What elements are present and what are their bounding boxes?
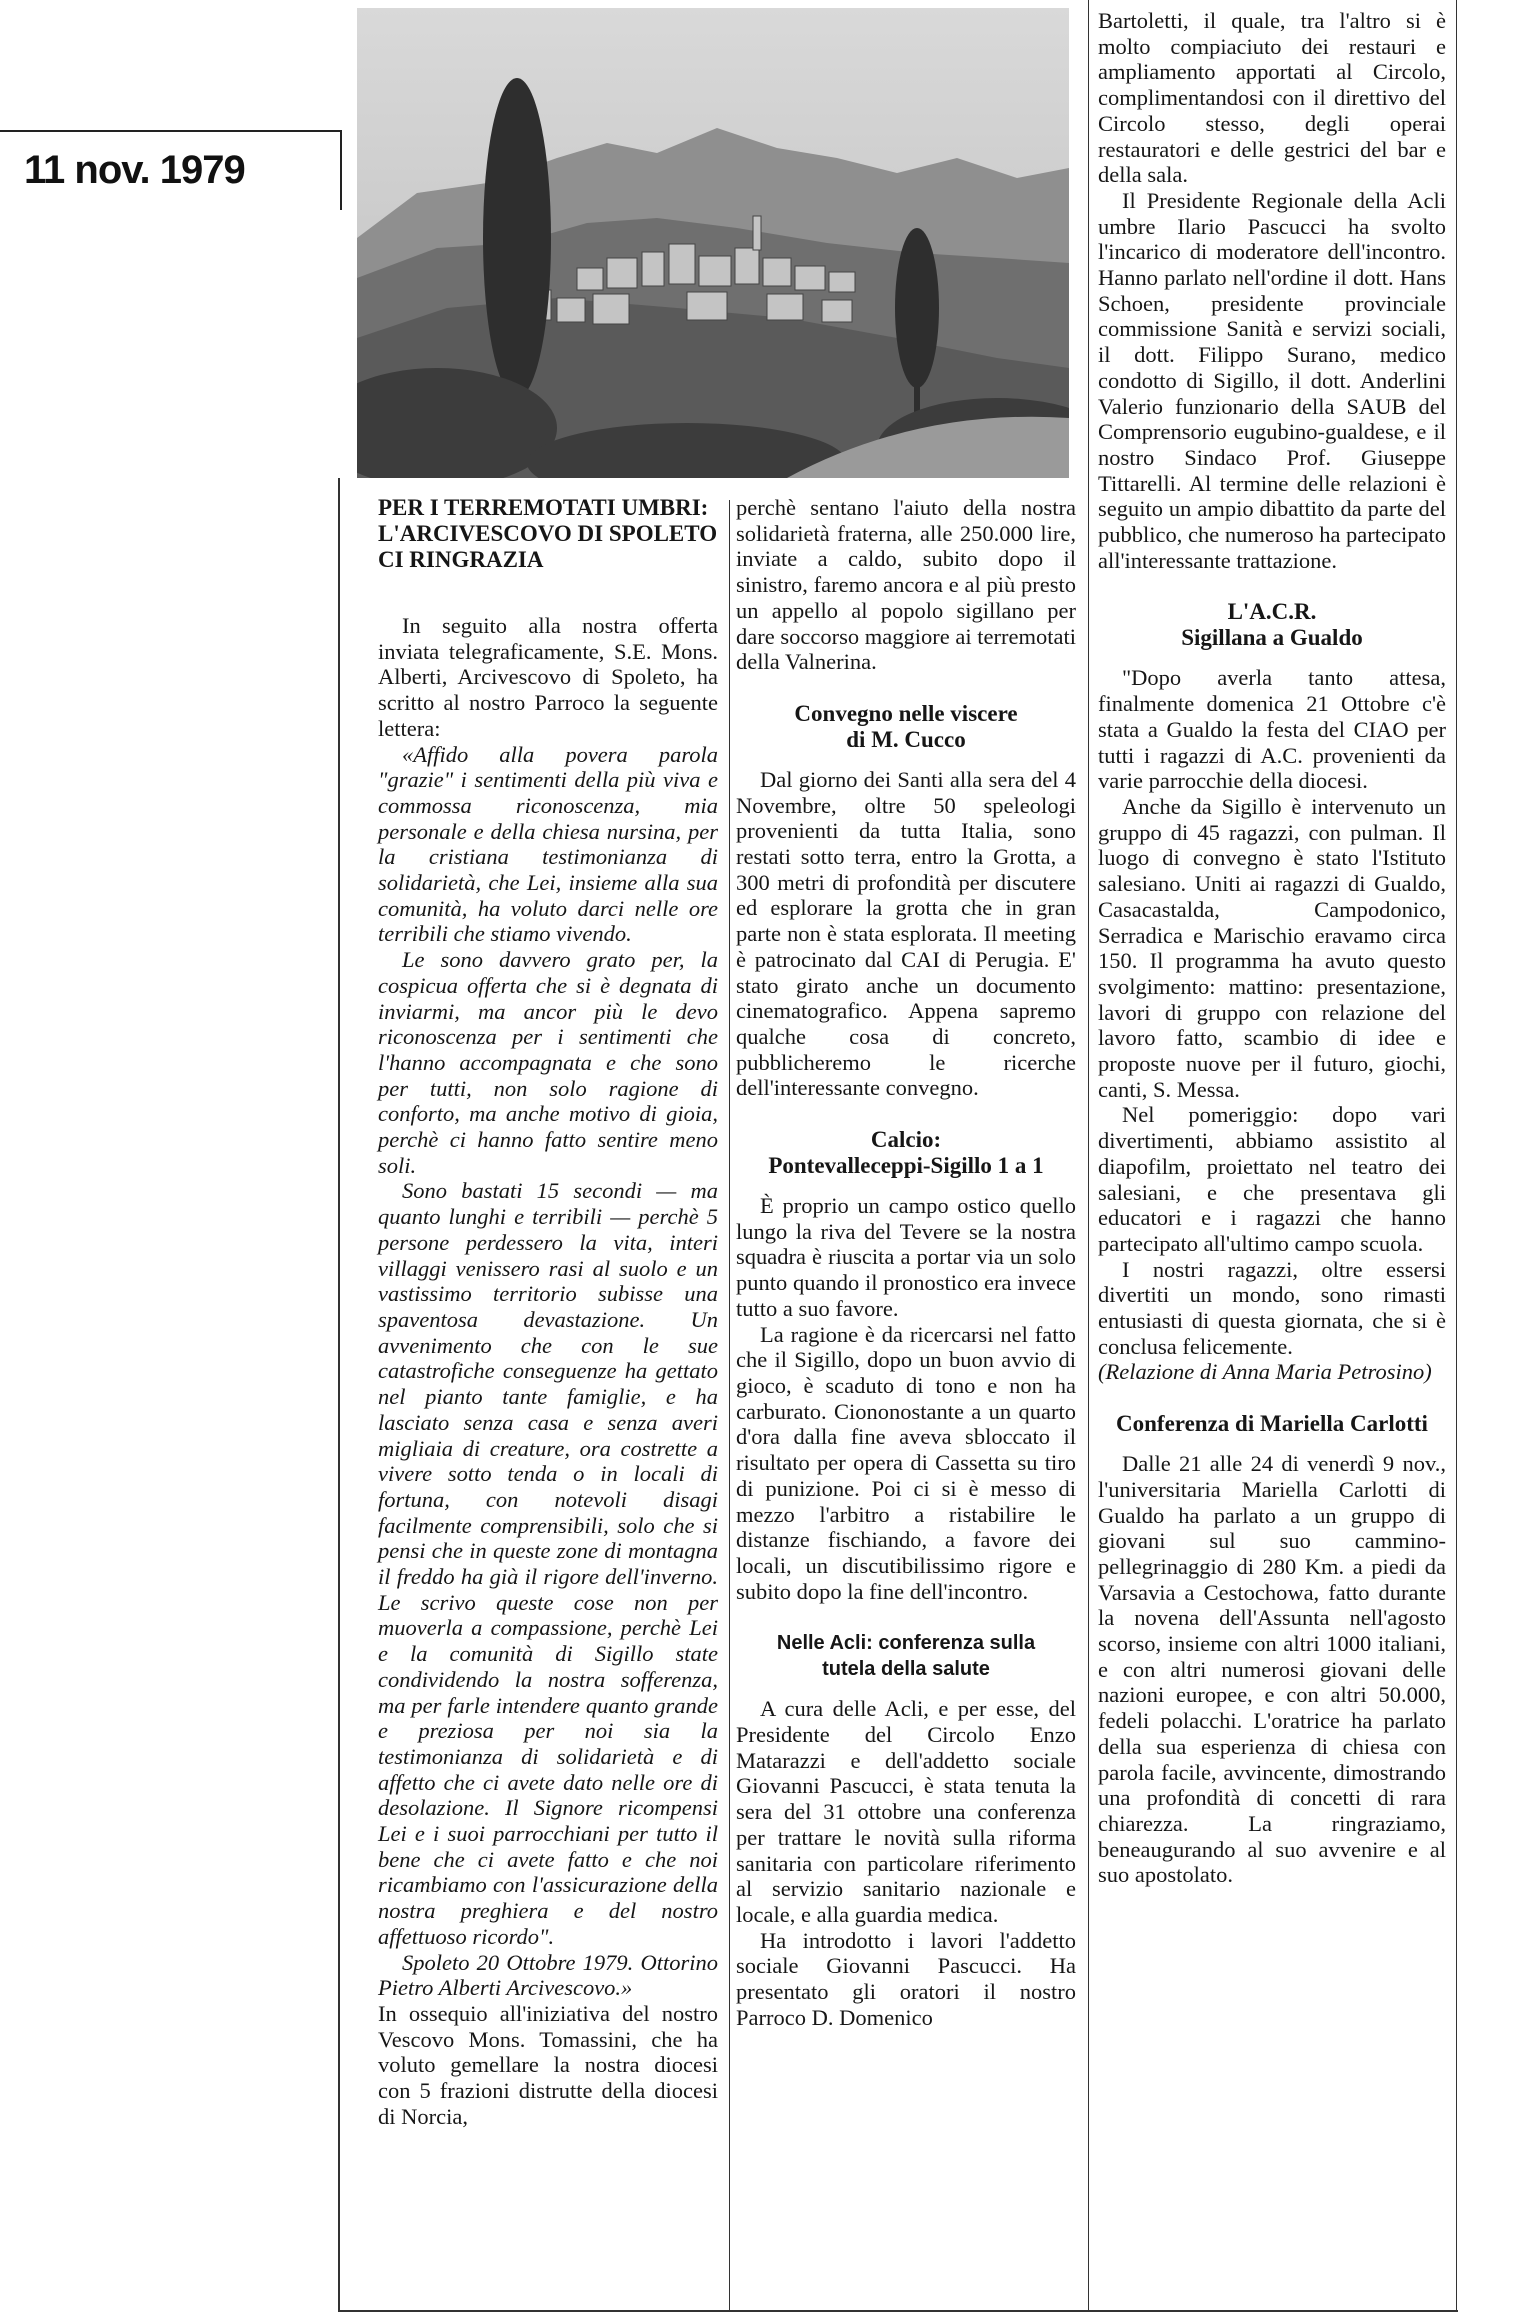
date-stamp-box — [0, 130, 342, 210]
hill-village-illustration — [357, 8, 1069, 478]
title-line: Nelle Acli: conferenza sulla — [776, 1632, 1036, 1655]
title-line: tutela della salute — [822, 1658, 990, 1681]
article-paragraph: Ha introdotto i lavori l'addetto sociale Giovanni Pascucci. Ha presentato gli oratori il nostro Parroco D. Domenico — [736, 1927, 1076, 2030]
article-title-acli — [736, 1630, 1076, 1682]
bottom-frame-rule — [338, 2310, 1458, 2312]
village-photo — [357, 8, 1069, 478]
article-continuation: perchè sentano l'aiuto della nostra solidarietà fraterna, alle 250.000 lire, inviate a caldo, subito dopo il sinistro, faremo ancora e al più presto un appello al popolo sigillano per dare soccorso maggiore ai terremotati della Valnerina. — [736, 495, 1076, 675]
title-line: di M. Cucco — [846, 726, 966, 752]
article-paragraph: A cura delle Acli, e per esse, del Presidente del Circolo Enzo Matarazzi e dell'addetto sociale Giovanni Pascucci, è stata tenuta la sera del 31 ottobre una conferenza per trattare le novità sulla riforma sanitaria con particolare riferimento al servizio sanitario nazionale e locale, e alla guardia medica. — [736, 1696, 1076, 1927]
column-rule-2 — [1088, 0, 1089, 2310]
right-frame-rule — [1456, 0, 1457, 2310]
article-title-convegno — [736, 701, 1076, 753]
column-2 — [736, 495, 1076, 2030]
column-rule-1 — [729, 500, 730, 2310]
column-1 — [378, 495, 718, 2129]
letter-paragraph: «Affido alla povera parola "grazie" i sentimenti della più viva e commossa riconoscenza, mia personale e della chiesa nursina, per la cristiana testimonianza di solidarietà, che Lei, insieme alla sua comunità, ha voluto darci nelle ore terribili che stiamo vivendo. — [378, 741, 718, 947]
article-title-acr — [1098, 599, 1446, 651]
letter-signature: Spoleto 20 Ottobre 1979. Ottorino Pietro Alberti Arcivescovo.» — [378, 1949, 718, 2001]
article-title-carlotti: Conferenza di Mariella Carlotti — [1116, 1411, 1428, 1437]
article-paragraph: I nostri ragazzi, oltre essersi divertiti un mondo, sono rimasti entusiasti di questa giornata, che si è conclusa felicemente. — [1098, 1256, 1446, 1359]
date-stamp: 11 nov. 1979 — [24, 148, 245, 192]
article-title-calcio — [736, 1127, 1076, 1179]
title-line: L'A.C.R. — [1227, 599, 1317, 625]
letter-paragraph: Sono bastati 15 secondi — ma quanto lunghi e terribili — perchè 5 persone perdessero la vita, interi villaggi venissero rasi al suolo e un vastissimo territorio subisse una spaventosa devastazione. Un avvenimento che con le sue catastrofiche conseguenze ha gettato nel pianto tante famiglie, e ha lasciato senza casa e senza averi migliaia di creature, ora costrette a vivere sotto tenda o in locali di fortuna, con notevoli disagi facilmente comprensibili, solo che si pensi che in queste zone di montagna il freddo ha già il rigore dell'inverno. Le scrivo queste cose non per muoverla a compassione, perchè Lei e la comunità di Sigillo state condividendo la nostra sofferenza, ma per farle intendere quanto grande e preziosa per noi sia la testimonianza di solidarietà e di affetto che ci avete dato nelle ore di desolazione. Il Signore ricompensi Lei e i suoi parrocchiani per tutto il bene che ci avete fatto e che noi ricambiamo con l'assicurazione della nostra preghiera e del nostro affettuoso ricordo". — [378, 1178, 718, 1949]
letter-paragraph: Le sono davvero grato per, la cospicua offerta che si è degnata di inviarmi, ma ancor più le devo riconoscenza per i sentimenti che l'hanno accompagnata e che sono per tutti, non solo ragione di conforto, ma anche motivo di gioia, perchè ci hanno fatto sentire meno soli. — [378, 947, 718, 1178]
column-3 — [1098, 8, 1446, 1888]
title-line: Calcio: — [870, 1127, 942, 1153]
article-paragraph: "Dopo averla tanto attesa, finalmente domenica 21 Ottobre c'è stata a Gualdo la festa del CIAO per tutti i ragazzi di A.C. provenienti da varie parrocchie della diocesi. — [1098, 665, 1446, 794]
article-paragraph: La ragione è da ricercarsi nel fatto che il Sigillo, dopo un buon avvio di gioco, è scaduto di tono e non ha carburato. Ciononostante a un quarto d'ora dalla fine aveva sbloccato il risultato per opera di Cassetta su tiro di punizione. Poi ci si è messo di mezzo l'arbitro a ristabilire le distanze fischiando, a favore dei locali, un discutibilissimo rigore e subito dopo la fine dell'incontro. — [736, 1321, 1076, 1604]
title-line: Convegno nelle viscere — [794, 700, 1018, 726]
article-paragraph: Dalle 21 alle 24 di venerdì 9 nov., l'universitaria Mariella Carlotti di Gualdo ha parlato a un gruppo di giovani sul suo cammino- pellegrinaggio di 280 Km. a piedi da Varsavia a Cestochowa, fatto durante la novena dell'Assunta nell'agosto scorso, insieme con altri 1000 italiani, e con altri numerosi giovani delle nazioni europee, e con altri 50.000, fedeli polacchi. L'oratrice ha parlato della sua esperienza di chiesa con parola facile, avvincente, dimostrando una profondità di concetti di rara chiarezza. La ringraziamo, beneaugurando al suo avvenire e al suo apostolato. — [1098, 1451, 1446, 1888]
article-paragraph: Nel pomeriggio: dopo vari divertimenti, abbiamo assistito al diapofilm, proiettato nel teatro dei salesiani, e che presentava gli educatori e i ragazzi che hanno partecipato all'ultimo campo scuola. — [1098, 1102, 1446, 1256]
title-line: Pontevalleceppi-Sigillo 1 a 1 — [768, 1153, 1044, 1179]
article-paragraph: È proprio un campo ostico quello lungo la riva del Tevere se la nostra squadra è riuscita a portar via un solo punto quando il pronostico era invece tutto a suo favore. — [736, 1193, 1076, 1321]
article-paragraph: Il Presidente Regionale della Acli umbre Ilario Pascucci ha svolto l'incarico di moderatore dell'incontro. Hanno parlato nell'ordine il dott. Hans Schoen, presidente provinciale commissione Sanità e servizi sociali, il dott. Filippo Surano, medico condotto di Sigillo, il dott. Anderlini Valerio funzionario della SAUB del Comprensorio eugubino-gualdese, e il nostro Sindaco Prof. Giuseppe Tittarelli. Al termine delle relazioni è seguito un ampio dibattito da parte del pubblico, che numeroso ha partecipato all'interessante trattazione. — [1098, 187, 1447, 573]
article-signature: (Relazione di Anna Maria Petrosino) — [1098, 1359, 1432, 1385]
article-paragraph: Anche da Sigillo è intervenuto un gruppo di 45 ragazzi, con pulman. Il luogo di convegno è stato l'Istituto salesiano. Uniti ai ragazzi di Gualdo, Casacastalda, Campodonico, Serradica e Marischio eravamo circa 150. Il programma ha avuto questo svolgimento: mattino: presentazione, lavori di gruppo con relazione del lavoro fatto, scambio di idee e proposte nuove per il futuro, giochi, canti, S. Messa. — [1098, 793, 1446, 1102]
left-frame-rule — [338, 478, 340, 2312]
article-paragraph: In seguito alla nostra offerta inviata telegraficamente, S.E. Mons. Alberti, Arcivescovo di Spoleto, ha scritto al nostro Parroco la seguente lettera: — [378, 613, 718, 741]
title-line: Sigillana a Gualdo — [1181, 625, 1363, 651]
article-continuation: Bartoletti, il quale, tra l'altro si è molto compiaciuto dei restauri e ampliamento apportati al Circolo, complimentandosi con il direttivo del Circolo stesso, degli operai restauratori e delle gestrici del bar e della sala. — [1098, 8, 1446, 188]
article-paragraph: In ossequio all'iniziativa del nostro Vescovo Mons. Tomassini, che ha voluto gemellare la nostra diocesi con 5 frazioni distrutte della diocesi di Norcia, — [378, 2000, 718, 2129]
article-paragraph: Dal giorno dei Santi alla sera del 4 Novembre, oltre 50 speleologi provenienti da tutta Italia, sono restati sotto terra, entro la Grotta, a 300 metri di profondità per discutere ed esplorare la grotta che in gran parte non è stata esplorata. Il meeting è patrocinato dal CAI di Perugia. E' stato girato anche un documento cinematografico. Appena sapremo qualche cosa di concreto, pubblicheremo le ricerche dell'interessante convegno. — [736, 766, 1076, 1101]
article-title-terremotati: PER I TERREMOTATI UMBRI: L'ARCIVESCOVO DI SPOLETO CI RINGRAZIA — [378, 495, 718, 572]
